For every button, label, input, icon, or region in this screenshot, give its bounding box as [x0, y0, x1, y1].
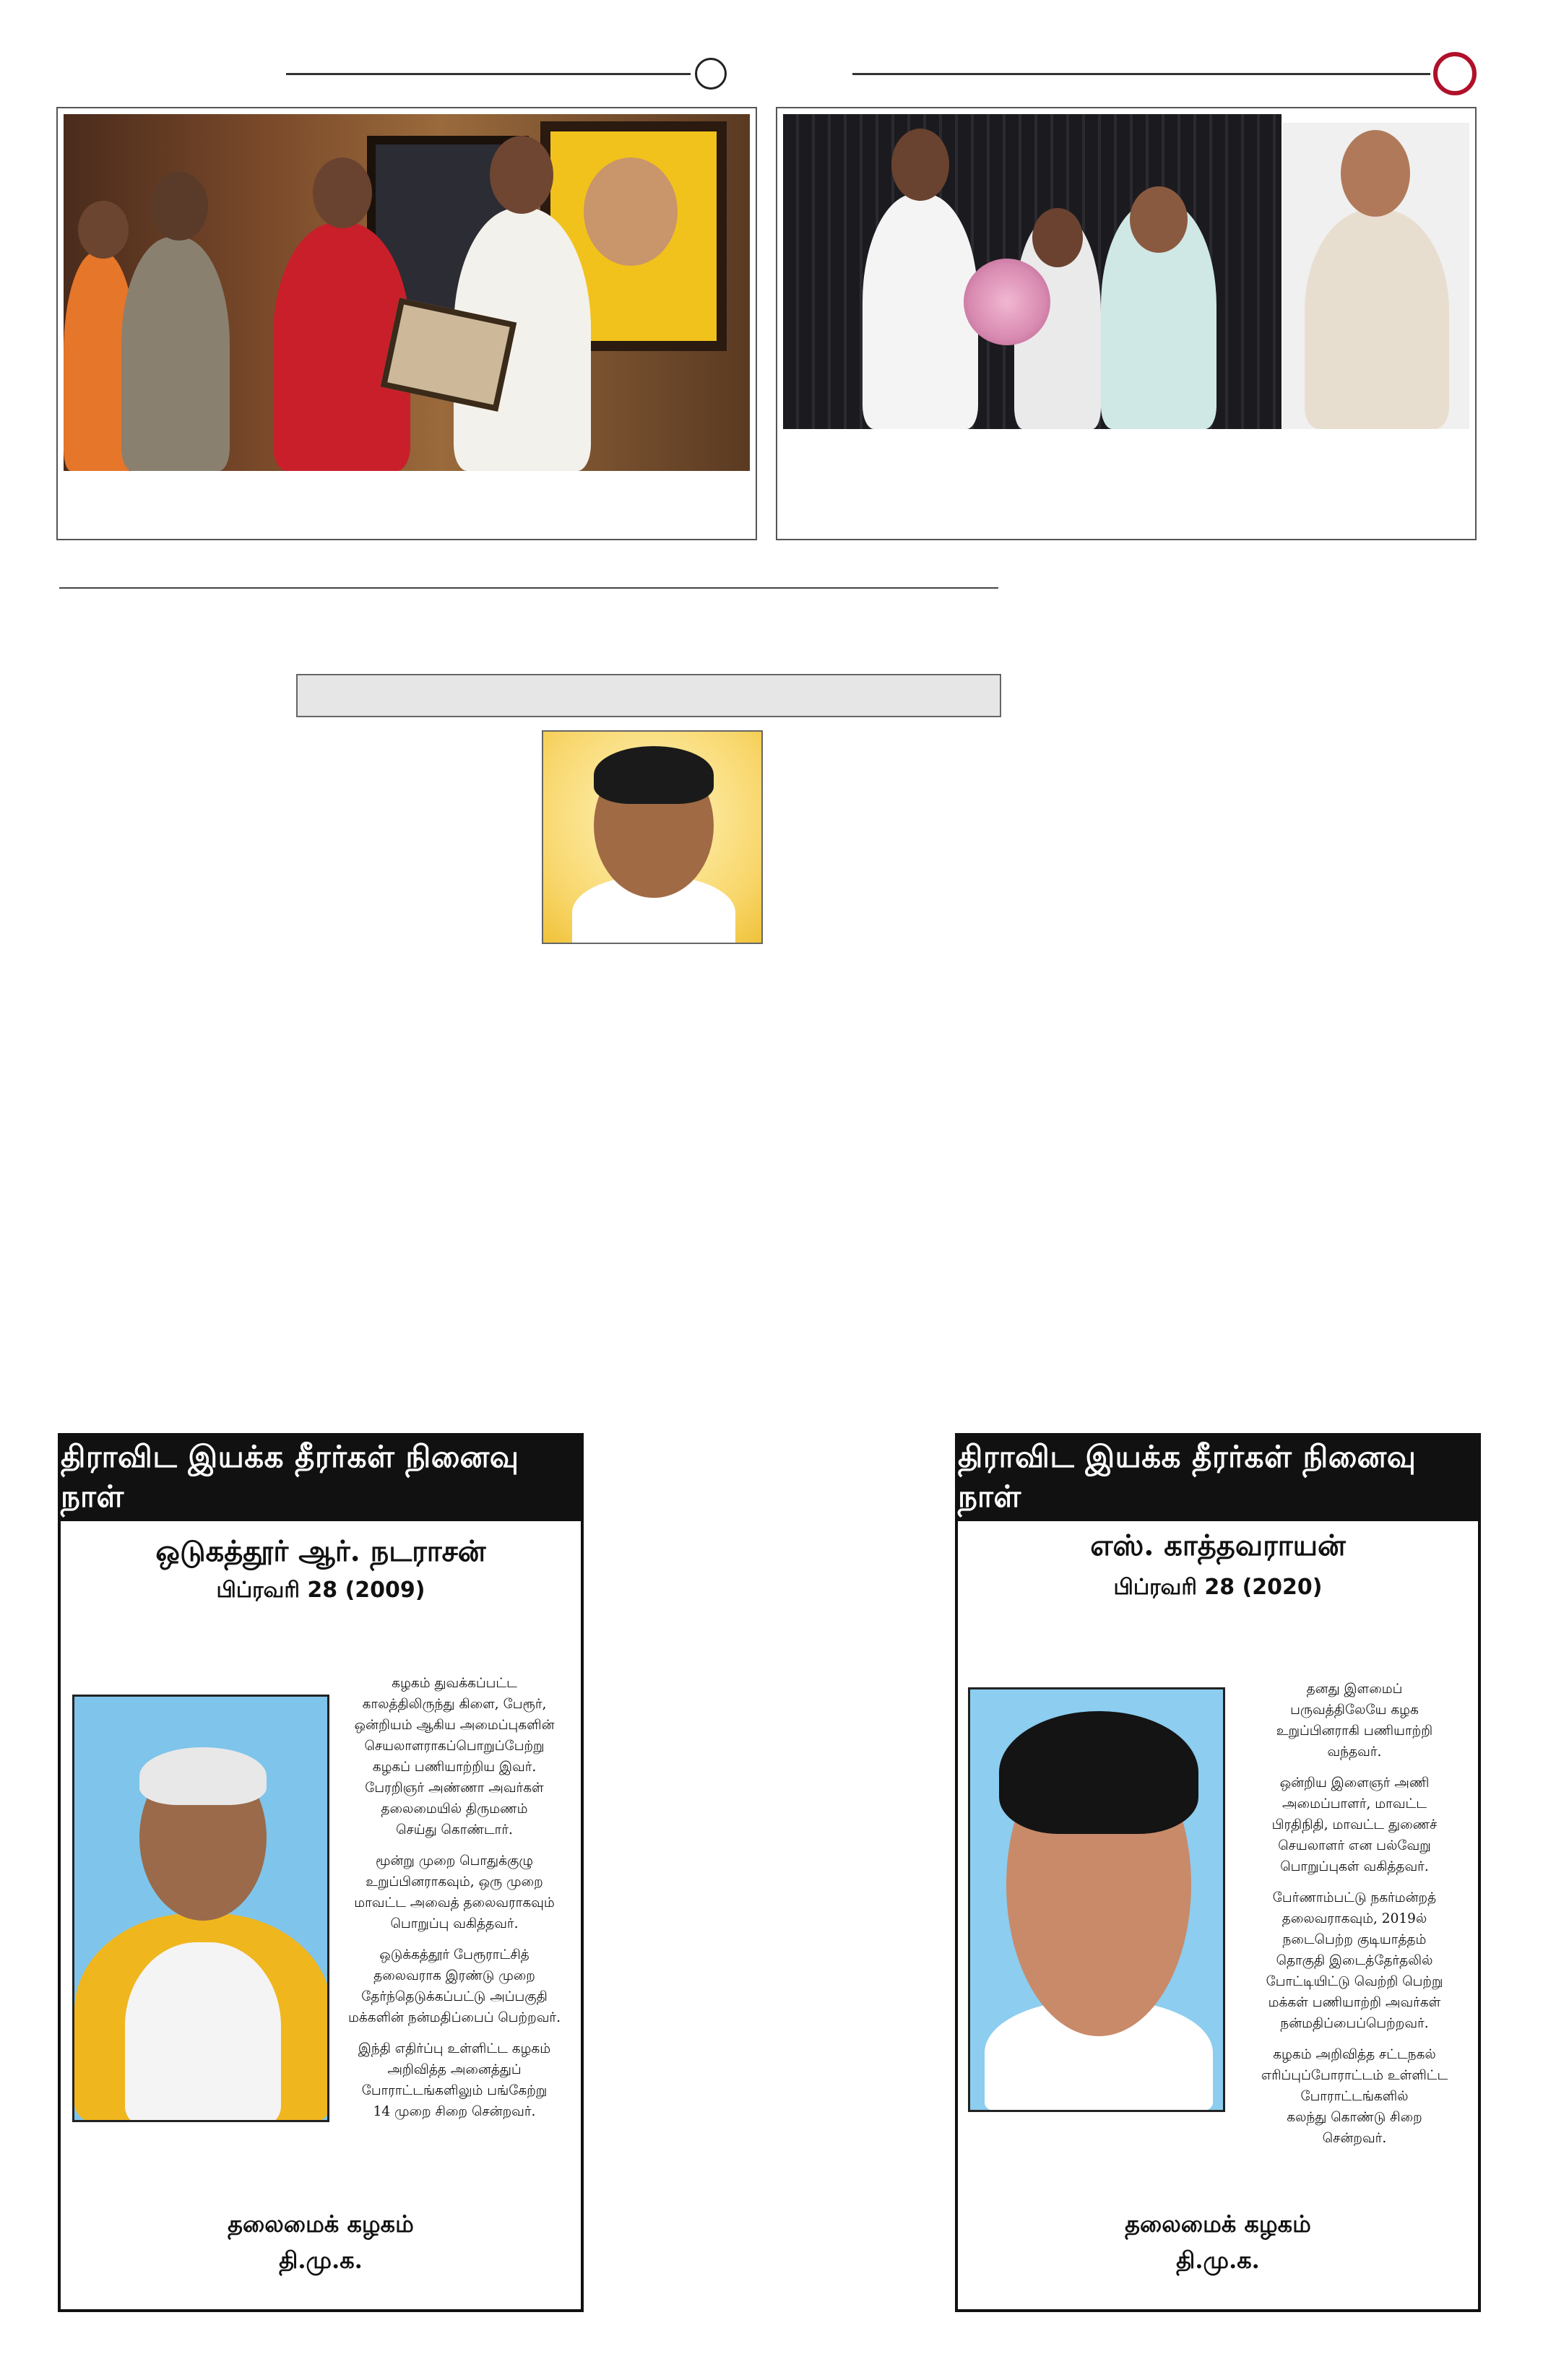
center-portrait-frame: [542, 730, 763, 944]
text-line: அறிவித்த அனைத்துப்: [387, 2062, 522, 2077]
text-line: அமைப்பாளர், மாவட்ட: [1282, 1796, 1427, 1812]
memorial-1-para-3: [335, 1944, 574, 2028]
text-line: சென்றவர்.: [1322, 2131, 1387, 2146]
memorial-1-hair: [139, 1747, 267, 1805]
memorial-2-date: பிப்ரவரி 28 (2020): [1113, 1575, 1323, 1600]
news-photo-left: [64, 114, 750, 471]
party-emblem-icon: [695, 58, 727, 90]
text-line: ஒடுக்கத்தூர் பேரூராட்சித்: [379, 1947, 530, 1963]
memorial-2-para-2: [1235, 1773, 1474, 1877]
person-c-head: [1130, 186, 1188, 253]
text-line: தேர்ந்தெடுக்கப்பட்டு அப்பகுதி: [361, 1989, 548, 2004]
memorial-2-name: எஸ். காத்தவராயன்: [1090, 1528, 1346, 1562]
text-line: பொறுப்பு வகித்தவர்.: [390, 1916, 519, 1931]
text-line: ஒன்றிய இளைஞர் அணி: [1279, 1775, 1430, 1791]
text-line: போராட்டங்களிலும் பங்கேற்று: [361, 2083, 548, 2098]
memorial-2-para-3: [1235, 1887, 1474, 2034]
person-2: [121, 237, 230, 471]
memorial-2-footer-line1: தலைமைக் கழகம்: [1125, 2210, 1311, 2238]
text-line: போராட்டங்களில்: [1300, 2089, 1409, 2104]
person-a-head: [891, 129, 949, 201]
memorial-1-name: ஒடுகத்தூர் ஆர். நடராசன்: [155, 1534, 486, 1568]
text-line: எரிப்புப்போராட்டம் உள்ளிட்ட: [1261, 2068, 1448, 2083]
text-line: மக்களின் நன்மதிப்பைப் பெற்றவர்.: [348, 2010, 561, 2025]
person-d: [1305, 209, 1449, 429]
person-4-head: [490, 136, 553, 214]
memorial-1-date: பிப்ரவரி 28 (2009): [216, 1578, 425, 1603]
person-b-head: [1032, 208, 1083, 267]
text-line: போட்டியிட்டு வெற்றி பெற்று: [1266, 1974, 1443, 1989]
person-2-head: [150, 172, 208, 241]
text-line: உறுப்பினராகி பணியாற்றி: [1276, 1723, 1433, 1739]
person-1-head: [78, 201, 129, 259]
text-line: கழகம் துவக்கப்பட்ட: [392, 1676, 517, 1691]
page-number-circle-icon: [1433, 52, 1477, 95]
text-line: காலத்திலிருந்து கிளை, பேரூர்,: [362, 1697, 547, 1712]
text-line: வந்தவர்.: [1327, 1744, 1382, 1760]
text-line: கலந்து கொண்டு சிறை: [1287, 2110, 1422, 2125]
text-line: மூன்று முறை பொதுக்குழு: [375, 1853, 534, 1869]
memorial-2-photo: [968, 1687, 1225, 2112]
text-line: பருவத்திலேயே கழக: [1290, 1702, 1419, 1718]
text-line: பேரறிஞர் அண்ணா அவர்கள்: [365, 1780, 544, 1796]
text-line: மாவட்ட அவைத் தலைவராகவும்: [354, 1895, 555, 1911]
text-line: தலைவராக இரண்டு முறை: [373, 1968, 535, 1983]
memorial-1-footer-line2: தி.மு.க.: [279, 2246, 363, 2274]
text-line: கழகம் அறிவித்த சட்டநகல்: [1273, 2047, 1436, 2062]
person-a: [863, 194, 978, 429]
memorial-1-header: திராவிட இயக்க தீரர்கள் நினைவு நாள்: [61, 1436, 581, 1521]
text-line: 14 முறை சிறை சென்றவர்.: [373, 2104, 536, 2119]
news-photo-frame-left: [56, 107, 757, 540]
text-line: தலைமையில் திருமணம்: [381, 1801, 528, 1817]
memorial-2-header: திராவிட இயக்க தீரர்கள் நினைவு நாள்: [958, 1436, 1478, 1521]
flower-bouquet: [964, 259, 1050, 345]
text-line: இந்தி எதிர்ப்பு உள்ளிட்ட கழகம்: [358, 2041, 551, 2056]
text-line: உறுப்பினராகவும், ஒரு முறை: [366, 1874, 543, 1890]
person-3-head: [313, 157, 372, 228]
memorial-1-footer-line1: தலைமைக் கழகம்: [228, 2210, 414, 2238]
memorial-2-footer-line2: தி.மு.க.: [1176, 2246, 1260, 2274]
text-line: மக்கள் பணியாற்றி அவர்கள்: [1268, 1995, 1441, 2010]
person-d-head: [1341, 130, 1410, 217]
text-line: செய்து கொண்டார்.: [396, 1822, 513, 1838]
memorial-2-para-1: [1235, 1679, 1474, 1762]
text-line: செயலாளர் என பல்வேறு: [1278, 1838, 1431, 1853]
memorial-1-para-2: [335, 1851, 574, 1934]
top-rule-left: [286, 73, 691, 75]
text-line: செயலாளராகப்பொறுப்பேற்று: [364, 1739, 545, 1754]
text-line: தலைவராகவும், 2019ல்: [1281, 1911, 1427, 1926]
memorial-2-text: [1235, 1679, 1474, 2159]
text-line: கழகப் பணியாற்றிய இவர்.: [372, 1760, 537, 1775]
memorial-card-1: [58, 1433, 584, 2312]
text-line: தொகுதி இடைத்தேர்தலில்: [1276, 1953, 1433, 1968]
section-rule: [59, 587, 998, 589]
text-line: பொறுப்புகள் வகித்தவர்.: [1280, 1859, 1429, 1874]
portrait-face: [584, 157, 678, 266]
top-rule-right: [852, 73, 1430, 75]
memorial-1-footer: [61, 2206, 581, 2278]
memorial-2-footer: [958, 2206, 1478, 2278]
news-photo-right: [783, 114, 1281, 429]
memorial-1-text: [335, 1673, 574, 2132]
memorial-2-para-4: [1235, 2044, 1474, 2149]
grey-headline-bar: [296, 674, 1001, 717]
text-line: நன்மதிப்பைப்பெற்றவர்.: [1280, 2016, 1429, 2031]
text-line: நடைபெற்ற குடியாத்தம்: [1282, 1932, 1427, 1947]
text-line: தனது இளமைப்: [1306, 1682, 1403, 1697]
news-photo-frame-right: [776, 107, 1477, 540]
memorial-2-hair: [999, 1711, 1198, 1834]
text-line: பிரதிநிதி, மாவட்ட துணைச்: [1271, 1817, 1438, 1832]
memorial-1-para-1: [335, 1673, 574, 1840]
text-line: பேர்ணாம்பட்டு நகர்மன்றத்: [1272, 1890, 1437, 1905]
text-line: ஒன்றியம் ஆகிய அமைப்புகளின்: [354, 1718, 555, 1733]
memorial-1-shirt: [125, 1942, 281, 2122]
memorial-1-photo: [72, 1695, 329, 2122]
memorial-card-2: [955, 1433, 1481, 2312]
memorial-1-para-4: [335, 2038, 574, 2122]
news-photo-right-inset: [1283, 123, 1469, 429]
center-portrait-hair: [594, 746, 714, 804]
